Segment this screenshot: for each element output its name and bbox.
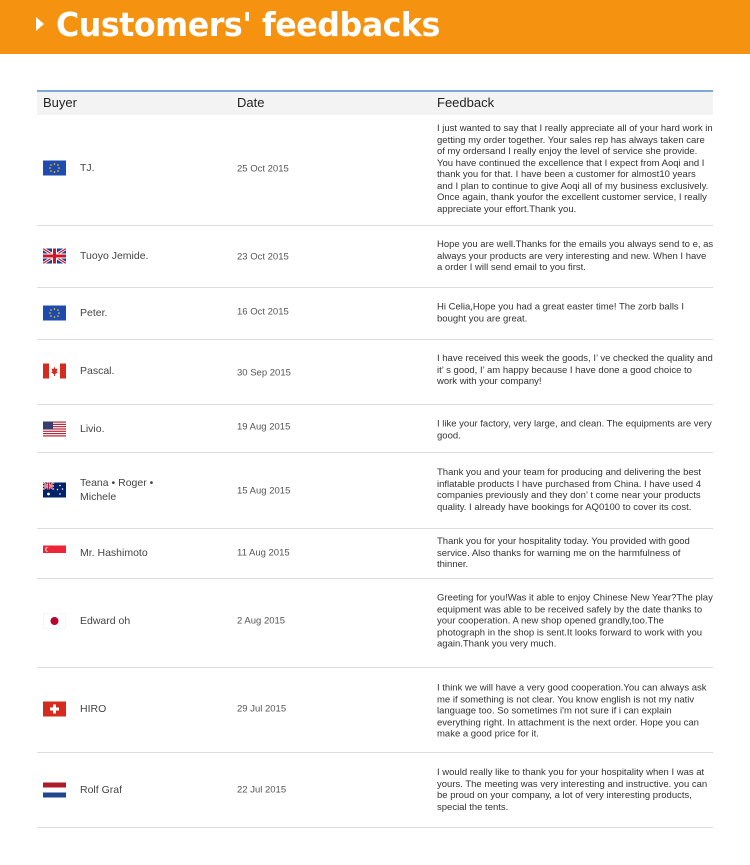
feedback-table [37, 90, 713, 828]
buyer-name: Livio. [80, 423, 105, 435]
feedback-date: 11 Aug 2015 [237, 547, 290, 559]
canada-flag-icon [43, 364, 66, 379]
usa-flag-icon [43, 422, 66, 437]
feedback-text: Thank you for your hospitality today. You provided with good service. Also thanks for warning me on the harmfulness of thinner. [437, 535, 690, 570]
buyer-name: Edward oh [80, 615, 131, 627]
feedback-banner [0, 0, 750, 54]
buyer-name: TJ. [80, 162, 95, 174]
feedback-text: I think we will have a very good cooperation.You can always ask me if something is not clear. You know english is not my nativ language too. So sometimes i'm not sure if i can explain everything right. In attachment is the next order. Hope you can make a good price for it. [437, 682, 707, 740]
feedback-date: 15 Aug 2015 [237, 485, 291, 497]
table-row [37, 405, 713, 453]
feedback-text: Greeting for you!Was it able to enjoy Chinese New Year?The play equipment was able to be received safely by the date thanks to your cooperation. A new shop opened grandly,too.The photograph in the shop is sent.It looks forward to work with you again.Thank you very much. [437, 592, 713, 650]
table-row [37, 340, 713, 405]
buyer-name: Peter. [80, 307, 108, 319]
feedback-text: Hi Celia,Hope you had a great easter time! The zorb balls I bought you are great. [437, 301, 684, 324]
feedback-text: I just wanted to say that I really appreciate all of your hard work in getting my order together. Your sales rep has always taken care of my ordersand I really enjoy the level of service she provide. You have continued the excellence that I expect from Aoqi and I thank you for that. I have been a customer for almost10 years and I plan to continue to give Aoqi all of my business exclusively. Once again, thank youfor the excellent customer service, I really appreciate your effort.Thank you. [437, 123, 713, 215]
column-header-buyer: Buyer [43, 95, 77, 110]
japan-flag-icon [43, 614, 66, 629]
buyer-name: Teana • Roger • Michele [80, 477, 154, 503]
table-row [37, 115, 713, 226]
switzerland-flag-icon [43, 702, 66, 717]
feedback-text: Thank you and your team for producing and delivering the best inflatable products I have purchased from China. I have used 4 companies previously and they don’ t come near your products quality. I already have bookings for AQ0100 to cover its cost. [437, 467, 702, 513]
feedback-date: 19 Aug 2015 [237, 421, 291, 433]
triangle-right-icon [36, 17, 44, 31]
table-header [37, 90, 713, 115]
eu-flag-icon [43, 161, 66, 176]
feedback-date: 25 Oct 2015 [237, 163, 289, 175]
buyer-name: Rolf Graf [80, 784, 123, 796]
table-row [37, 529, 713, 579]
buyer-name: Tuoyo Jemide. [80, 250, 149, 262]
feedback-text: I would really like to thank you for your hospitality when I was at yours. The meeting was very interesting and instructive. you can be proud on your company, a lot of very interesting products, special the tents. [437, 767, 708, 813]
feedback-date: 2 Aug 2015 [237, 615, 286, 627]
column-header-date: Date [237, 95, 265, 110]
singapore-flag-icon [43, 546, 66, 561]
feedback-date: 16 Oct 2015 [237, 306, 289, 318]
table-row [37, 226, 713, 288]
feedback-date: 23 Oct 2015 [237, 251, 289, 263]
page-title: Customers' feedbacks [56, 5, 440, 44]
feedback-date: 22 Jul 2015 [237, 784, 287, 796]
australia-flag-icon [43, 483, 66, 498]
table-row [37, 288, 713, 340]
feedback-text: I like your factory, very large, and clean. The equipments are very good. [437, 418, 712, 441]
feedback-date: 30 Sep 2015 [237, 367, 291, 379]
table-row [37, 579, 713, 668]
uk-flag-icon [43, 249, 66, 264]
table-row [37, 753, 713, 828]
table-row [37, 668, 713, 753]
buyer-name: Pascal. [80, 365, 115, 377]
feedback-text: I have received this week the goods, I’ ve checked the quality and it’ s good, I’ am happy because I have done a good choice to work with your company! [437, 352, 713, 387]
eu-flag-icon [43, 306, 66, 321]
feedback-text: Hope you are well.Thanks for the emails you always send to e, as always your products are very interesting and new. When I have a order I will send email to you first. [437, 238, 714, 273]
feedback-date: 29 Jul 2015 [237, 703, 287, 715]
netherlands-flag-icon [43, 783, 66, 798]
buyer-name: Mr. Hashimoto [80, 547, 148, 559]
buyer-name: HIRO [80, 703, 107, 715]
column-header-feedback: Feedback [437, 95, 495, 110]
table-row [37, 453, 713, 529]
